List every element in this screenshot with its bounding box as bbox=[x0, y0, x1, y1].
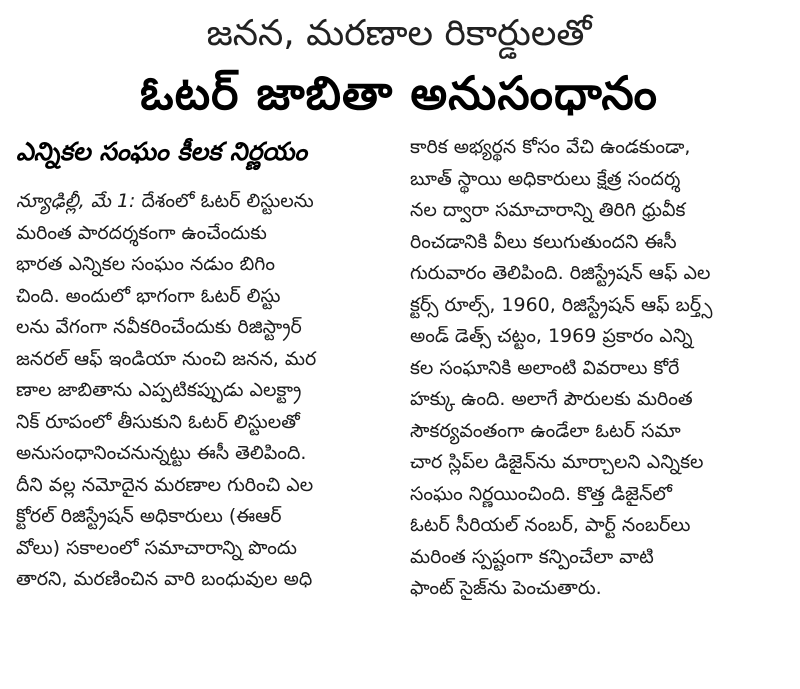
body-line: భారత ఎన్నికల సంఘం నడుం బిగిం bbox=[16, 253, 275, 275]
kicker: జనన, మరణాల రికార్డులతో bbox=[206, 13, 592, 54]
left-column bbox=[16, 132, 388, 605]
body-line: నల ద్వారా సమాచారాన్ని తిరిగి ధ్రువీక bbox=[410, 199, 686, 221]
body-line bbox=[16, 186, 388, 218]
body-line: జనరల్ ఆఫ్ ఇండియా నుంచి జనన, మర bbox=[16, 347, 317, 370]
body-line: సంఘం నిర్ణయించింది. కొత్త డిజైన్‌లో bbox=[410, 482, 672, 505]
body-line: చింది. అందులో భాగంగా ఓటర్ లిస్టు bbox=[16, 284, 281, 307]
body-line: చార స్లిప్‌ల డిజైన్‌ను మార్చాలని ఎన్నికల bbox=[410, 451, 704, 473]
body-line: బూత్ స్థాయి అధికారులు క్షేత్ర సందర్శ bbox=[410, 167, 681, 190]
body-line: సౌకర్యవంతంగా ఉండేలా ఓటర్ సమా bbox=[410, 419, 681, 442]
body-line: తారని, మరణించిన వారి బంధువుల అధి bbox=[16, 568, 313, 590]
body-line: ఓటర్ సీరియల్ నంబర్, పార్ట్ నంబర్‌లు bbox=[410, 514, 691, 536]
right-column bbox=[410, 132, 782, 605]
article-columns bbox=[16, 132, 782, 605]
body-line: క్టర్స్ రూల్స్, 1960, రిజిస్ట్రేషన్ ఆఫ్ బర్త్స్ bbox=[410, 293, 713, 316]
body-line: అనుసంధానించనున్నట్టు ఈసీ తెలిపింది. bbox=[16, 442, 307, 464]
body-line-text: దేశంలో ఓటర్ లిస్టులను bbox=[135, 190, 314, 212]
body-line: కల సంఘానికి అలాంటి వివరాలు కోరే bbox=[410, 356, 680, 379]
body-line: లను వేగంగా నవీకరించేందుకు రిజిస్ట్రార్ bbox=[16, 316, 302, 338]
body-line: క్టోరల్ రిజిస్ట్రేషన్ అధికారులు (ఈఆర్ bbox=[16, 505, 282, 527]
body-line: మరింత పారదర్శకంగా ఉంచేందుకు bbox=[16, 221, 267, 244]
body-line: మరింత స్పష్టంగా కన్పించేలా వాటి bbox=[410, 545, 654, 568]
body-line: అండ్ డెత్స్ చట్టం, 1969 ప్రకారం ఎన్ని bbox=[410, 325, 693, 347]
body-line: రించడానికి వీలు కలుగుతుందని ఈసీ bbox=[410, 230, 677, 253]
headline: ఓటర్ జాబితా అనుసంధానం bbox=[140, 66, 658, 120]
dateline: న్యూఢిల్లీ, మే 1: bbox=[16, 190, 136, 212]
body-line: ఫాంట్ సైజ్‌ను పెంచుతారు. bbox=[410, 577, 602, 599]
body-line: వోలు) సకాలంలో సమాచారాన్ని పొందు bbox=[16, 536, 297, 559]
body-line: దీని వల్ల నమోదైన మరణాల గురించి ఎల bbox=[16, 473, 314, 496]
body-line: హక్కు ఉంది. అలాగే పౌరులకు మరింత bbox=[410, 388, 693, 410]
body-line: నిక్ రూపంలో తీసుకుని ఓటర్ లిస్టులతో bbox=[16, 410, 300, 433]
body-line: గురువారం తెలిపింది. రిజిస్ట్రేషన్ ఆఫ్ ఎల bbox=[410, 262, 711, 284]
subheadline: ఎన్నికల సంఘం కీలక నిర్ణయం bbox=[16, 137, 308, 166]
body-line: కారిక అభ్యర్థన కోసం వేచి ఉండకుండా, bbox=[410, 136, 691, 158]
body-line: ణాల జాబితాను ఎప్పటికప్పుడు ఎలక్ట్రా bbox=[16, 379, 302, 401]
